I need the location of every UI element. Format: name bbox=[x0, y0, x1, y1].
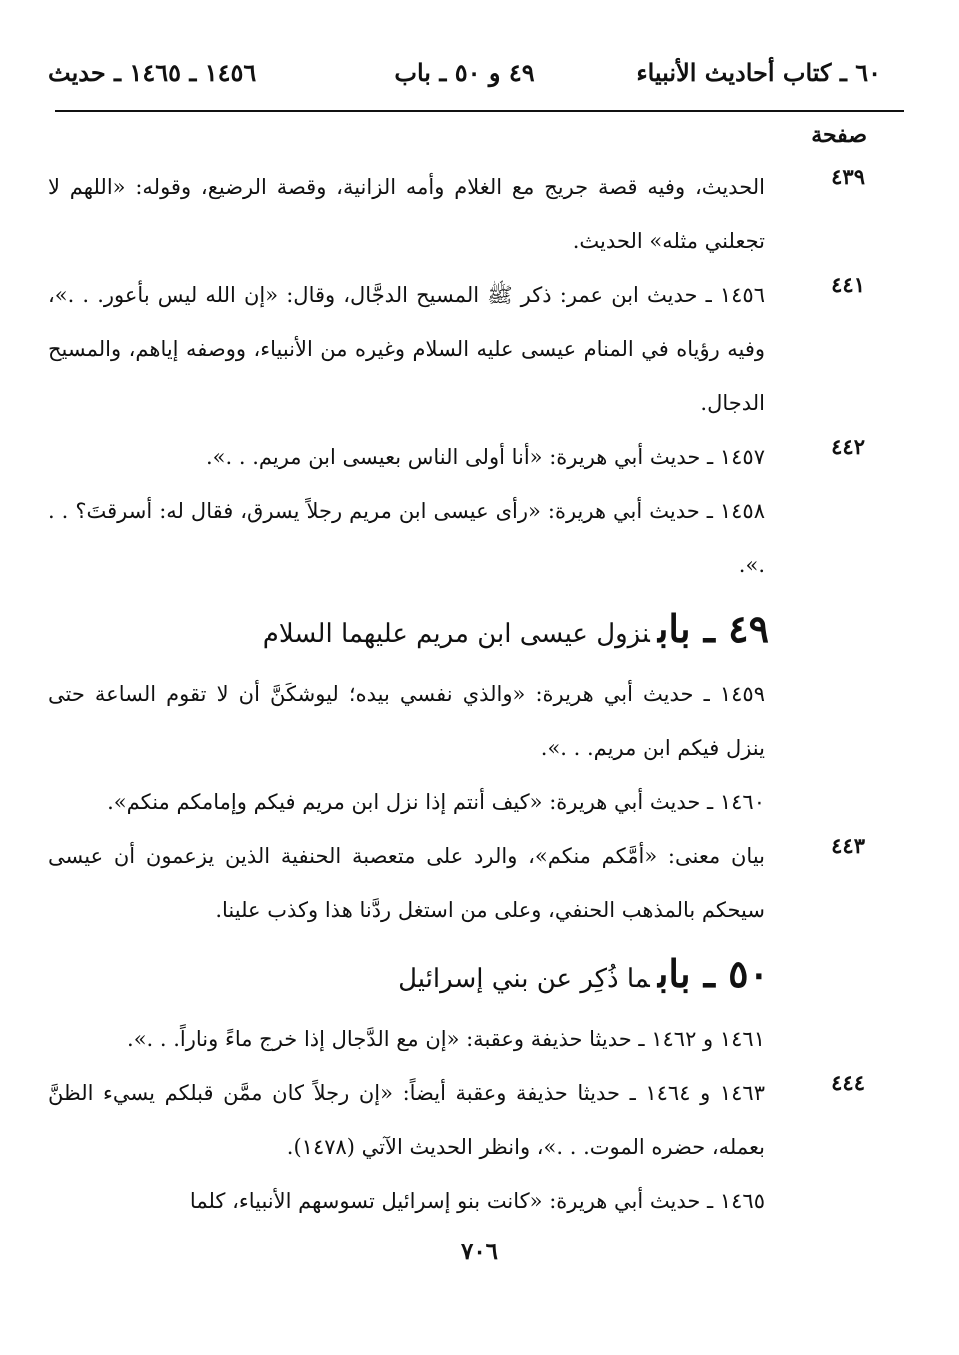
entry-text: الحديث، وفيه قصة جريج مع الغلام وأمه الزانية، وقصة الرضيع، وقوله: «اللهم لا تجعلني مثله» الحديث. bbox=[48, 175, 765, 253]
index-entry bbox=[48, 775, 879, 829]
index-entry bbox=[48, 829, 879, 937]
entry-page-number: ٤٤٢ bbox=[831, 434, 865, 459]
entry-text: ١٤٥٩ ـ حديث أبي هريرة: «والذي نفسي بيده؛ ليوشكَنَّ أن لا تقوم الساعة حتى ينزل فيكم ابن مريم. . .». bbox=[48, 682, 765, 760]
entry-text: ١٤٥٦ ـ حديث ابن عمر: ذكر ﷺ المسيح الدجَّال، وقال: «إن الله ليس بأعور. . .»، وفيه رؤياه في المنام عيسى عليه السلام وغيره من الأنبياء، ووصفه إياهم، والمسيح الدجال. bbox=[48, 283, 765, 415]
index-entry bbox=[48, 1174, 879, 1228]
entry-page-number: ٤٤١ bbox=[831, 272, 865, 297]
index-entry bbox=[48, 430, 879, 484]
chapter-title: نزول عيسى ابن مريم عليهما السلام bbox=[262, 619, 650, 649]
entry-text: ١٤٦٥ ـ حديث أبي هريرة: «كانت بنو إسرائيل تسوسهم الأنبياء، كلما bbox=[189, 1189, 765, 1213]
page-number: ٧٠٦ bbox=[460, 1238, 499, 1265]
entry-page-number: ٤٤٣ bbox=[831, 833, 865, 858]
header-divider bbox=[55, 110, 904, 112]
index-entry bbox=[48, 1066, 879, 1174]
chapter-number: ٥٠ ـ باب bbox=[657, 951, 769, 996]
header-chapters: ٤٩ و ٥٠ ـ باب bbox=[394, 58, 535, 87]
chapter-title: ما ذُكِر عن بني إسرائيل bbox=[398, 964, 650, 994]
index-entry bbox=[48, 268, 879, 430]
entry-text: ١٤٦٠ ـ حديث أبي هريرة: «كيف أنتم إذا نزل ابن مريم فيكم وإمامكم منكم». bbox=[107, 790, 765, 814]
entry-text: بيان معنى: «أمَّكم منكم»، والرد على متعصبة الحنفية الذين يزعمون أن عيسى سيحكم بالمذهب الحنفي، وعلى من استغل ردَّنا هذا وكذب علينا. bbox=[48, 844, 765, 922]
index-entry bbox=[48, 1012, 879, 1066]
chapter-number: ٤٩ ـ باب bbox=[657, 606, 769, 651]
index-entry bbox=[48, 667, 879, 775]
index-entries bbox=[48, 160, 879, 1228]
running-header bbox=[48, 58, 881, 98]
chapter-heading bbox=[48, 596, 879, 667]
entry-page-number: ٤٤٤ bbox=[831, 1070, 865, 1095]
index-entry bbox=[48, 160, 879, 268]
header-hadith-range: ١٤٥٦ ـ ١٤٦٥ ـ حديث bbox=[48, 58, 257, 87]
header-book-title: ٦٠ ـ كتاب أحاديث الأنبياء bbox=[636, 58, 881, 87]
chapter-heading bbox=[48, 941, 879, 1012]
entry-text: ١٤٦٣ و ١٤٦٤ ـ حديثا حذيفة وعقبة أيضاً: «إن رجلاً كان ممَّن قبلكم يسيء الظنَّ بعمله، حضره الموت. . .»، وانظر الحديث الآتي (١٤٧٨). bbox=[48, 1081, 765, 1159]
page-column-label: صفحة bbox=[811, 122, 867, 148]
entry-text: ١٤٥٨ ـ حديث أبي هريرة: «رأى عيسى ابن مريم رجلاً يسرق، فقال له: أسرقتَ؟ . . .». bbox=[48, 499, 765, 577]
entry-text: ١٤٥٧ ـ حديث أبي هريرة: «أنا أولى الناس بعيسى ابن مريم. . .». bbox=[205, 445, 765, 469]
entry-page-number: ٤٣٩ bbox=[831, 164, 865, 189]
index-entry bbox=[48, 484, 879, 592]
entry-text: ١٤٦١ و ١٤٦٢ ـ حديثا حذيفة وعقبة: «إن مع الدَّجال إذا خرج ماءً وناراً. . .». bbox=[127, 1027, 765, 1051]
